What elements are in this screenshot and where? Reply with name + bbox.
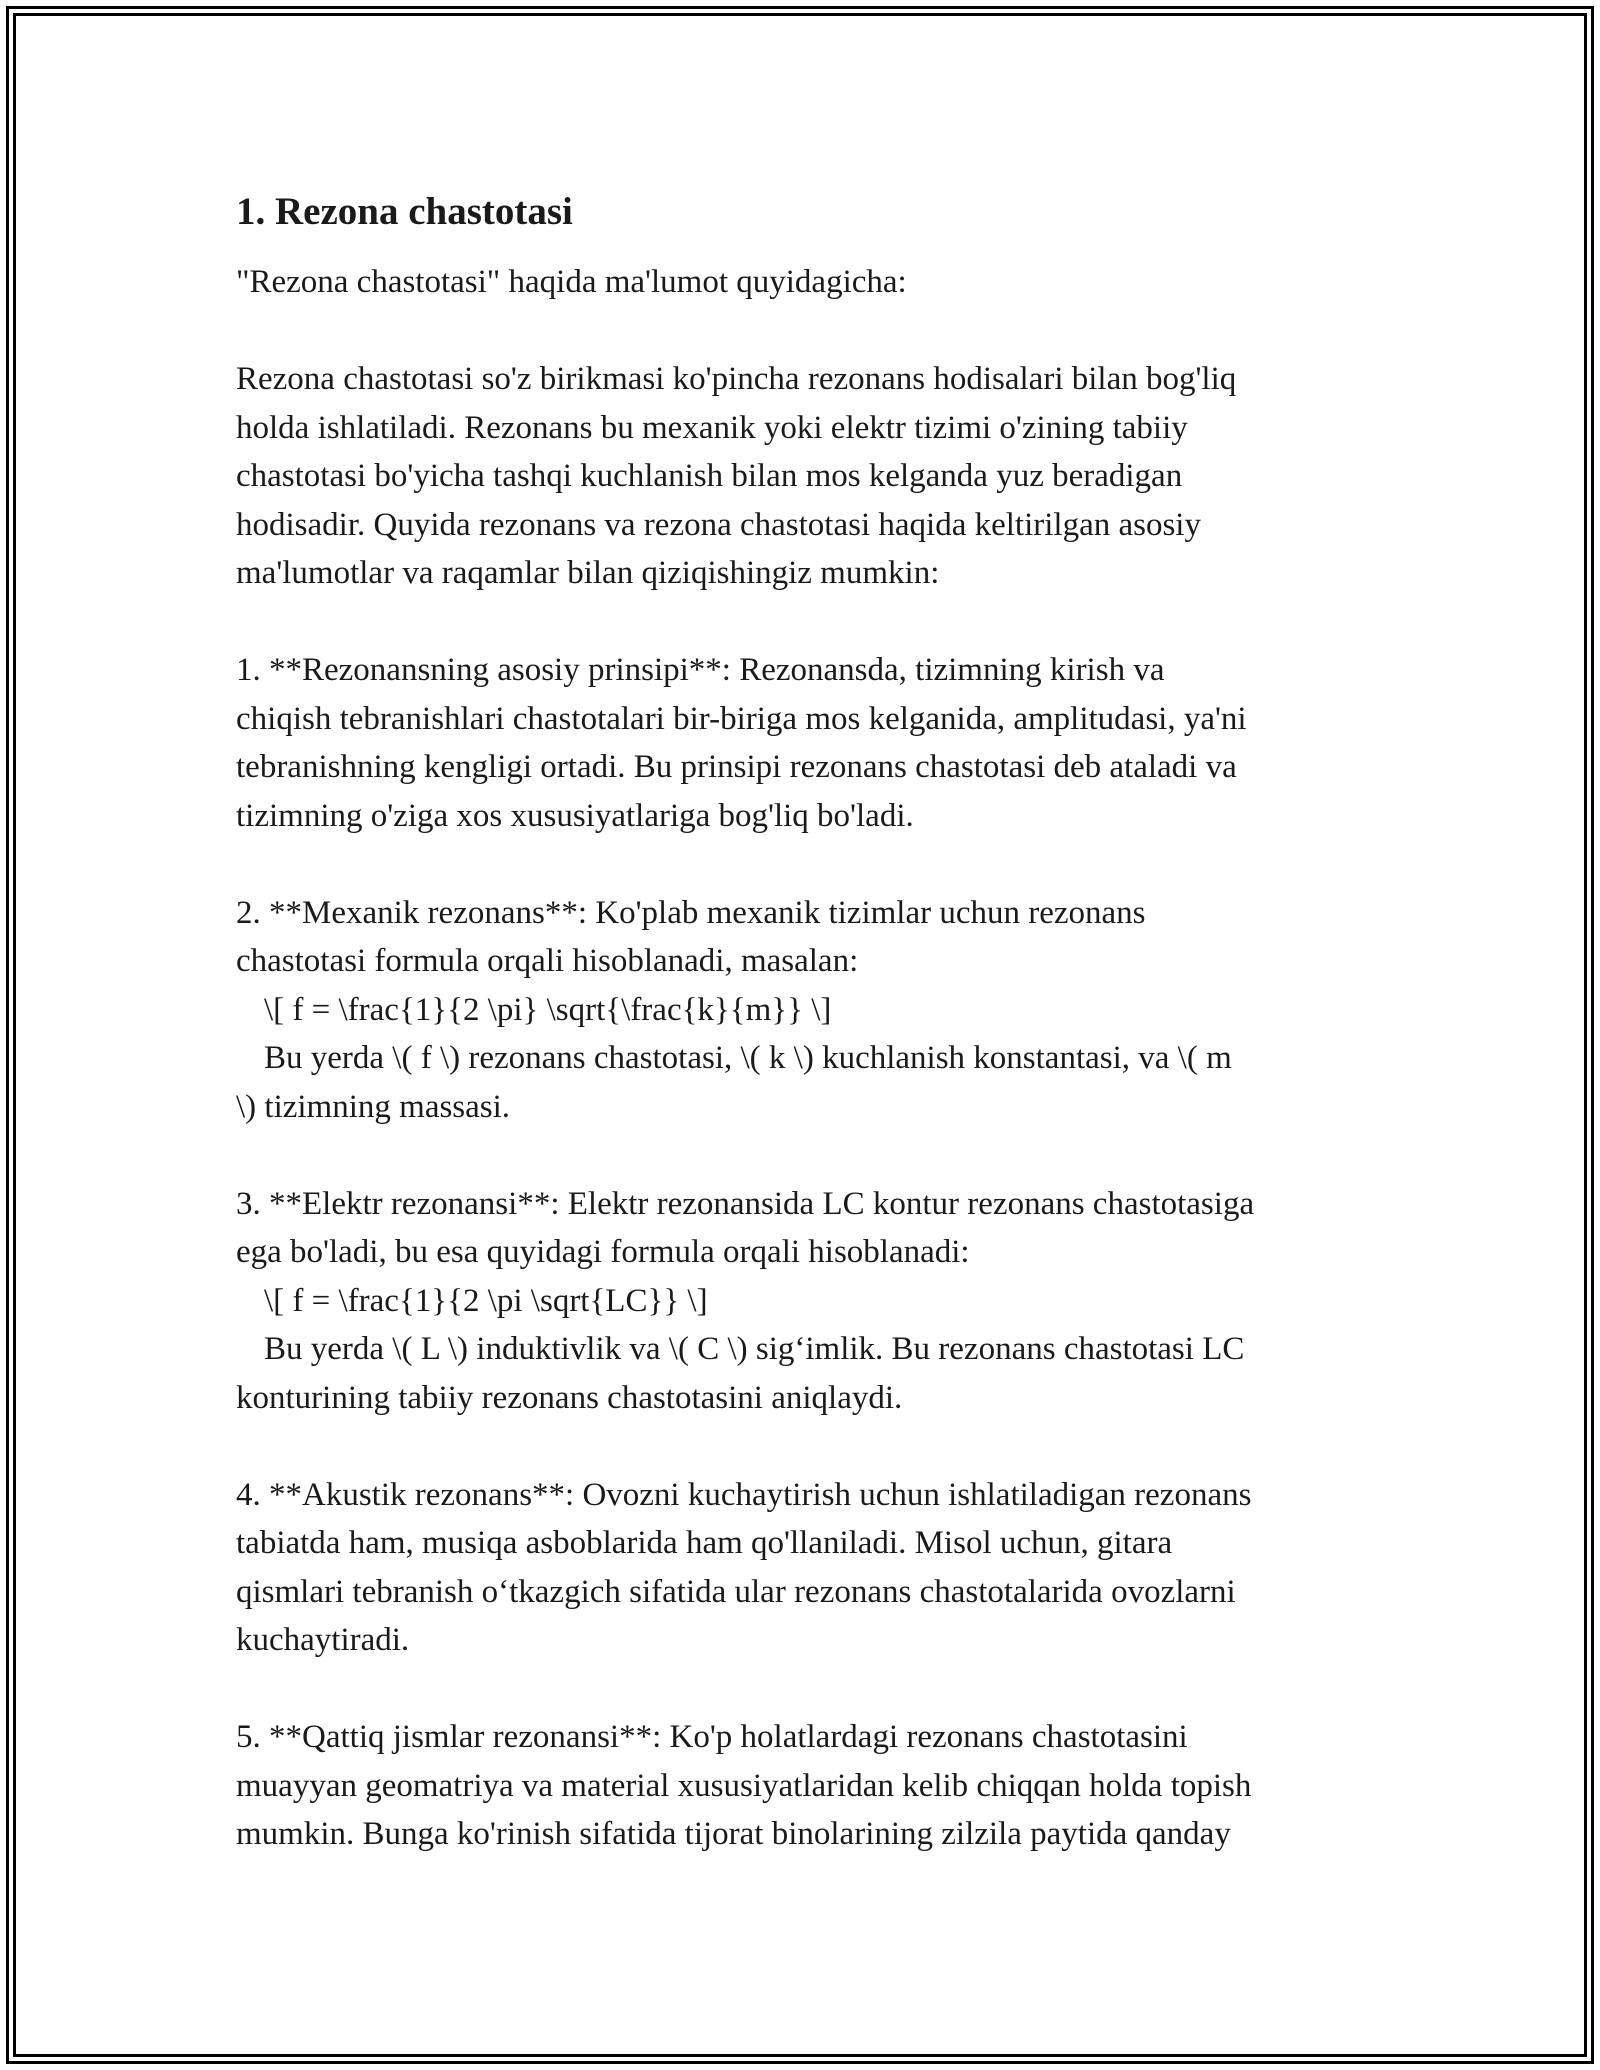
paragraph xyxy=(236,1180,1376,1423)
paragraph xyxy=(236,1471,1376,1665)
text-line: Bu yerda \( L \) induktivlik va \( C \) sig‘imlik. Bu rezonans chastotasi LC xyxy=(264,1331,1245,1367)
text-line: 1. **Rezonansning asosiy prinsipi**: Rezonansda, tizimning kirish va xyxy=(236,652,1165,688)
text-line: \[ f = \frac{1}{2 \pi} \sqrt{\frac{k}{m}} \] xyxy=(264,991,832,1028)
text-line: muayyan geomatriya va material xususiyatlaridan kelib chiqqan holda topish xyxy=(236,1767,1252,1804)
paragraph xyxy=(236,889,1376,1132)
document-body xyxy=(236,186,1376,1907)
text-line: tabiatda ham, musiqa asboblarida ham qo'llaniladi. Misol uchun, gitara xyxy=(236,1525,1173,1561)
text-line: chastotasi formula orqali hisoblanadi, masalan: xyxy=(236,943,859,979)
text-line: tebranishning kengligi ortadi. Bu prinsipi rezonans chastotasi deb ataladi va xyxy=(236,749,1237,785)
paragraph xyxy=(236,355,1376,598)
text-line: qismlari tebranish o‘tkazgich sifatida ular rezonans chastotalarida ovozlarni xyxy=(236,1573,1236,1610)
text-line: Rezona chastotasi so'z birikmasi ko'pincha rezonans hodisalari bilan bog'liq xyxy=(236,361,1237,397)
text-line: hodisadir. Quyida rezonans va rezona chastotasi haqida keltirilgan asosiy xyxy=(236,506,1201,543)
text-line: mumkin. Bunga ko'rinish sifatida tijorat binolarining zilzila paytida qanday xyxy=(236,1816,1231,1852)
text-line: 5. **Qattiq jismlar rezonansi**: Ko'p holatlardagi rezonans chastotasini xyxy=(236,1719,1188,1755)
paragraph xyxy=(236,1713,1376,1859)
text-line: 3. **Elektr rezonansi**: Elektr rezonansida LC kontur rezonans chastotasiga xyxy=(236,1185,1255,1222)
text-line: ega bo'ladi, bu esa quyidagi formula orqali hisoblanadi: xyxy=(236,1234,970,1270)
paragraph xyxy=(236,646,1376,840)
text-line: "Rezona chastotasi" haqida ma'lumot quyidagicha: xyxy=(236,264,907,300)
text-line: holda ishlatiladi. Rezonans bu mexanik yoki elektr tizimi o'zining tabiiy xyxy=(236,409,1188,446)
text-line: tizimning o'ziga xos xususiyatlariga bog'liq bo'ladi. xyxy=(236,797,914,834)
text-line: konturining tabiiy rezonans chastotasini aniqlaydi. xyxy=(236,1379,903,1416)
text-line: 2. **Mexanik rezonans**: Ko'plab mexanik tizimlar uchun rezonans xyxy=(236,894,1146,931)
text-line: 4. **Akustik rezonans**: Ovozni kuchaytirish uchun ishlatiladigan rezonans xyxy=(236,1476,1252,1513)
section-heading: 1. Rezona chastotasi xyxy=(236,190,573,233)
text-line: chiqish tebranishlari chastotalari bir-biriga mos kelganida, amplitudasi, ya'ni xyxy=(236,700,1247,737)
text-line: chastotasi bo'yicha tashqi kuchlanish bilan mos kelganda yuz beradigan xyxy=(236,458,1183,494)
paragraph-list xyxy=(236,258,1376,1859)
text-line: Bu yerda \( f \) rezonans chastotasi, \( k \) kuchlanish konstantasi, va \( m xyxy=(264,1040,1232,1076)
text-line: \[ f = \frac{1}{2 \pi \sqrt{LC}} \] xyxy=(264,1282,708,1319)
paragraph xyxy=(236,258,1376,307)
text-line: kuchaytiradi. xyxy=(236,1622,410,1658)
text-line: \) tizimning massasi. xyxy=(236,1088,511,1125)
text-line: ma'lumotlar va raqamlar bilan qiziqishingiz mumkin: xyxy=(236,555,940,591)
